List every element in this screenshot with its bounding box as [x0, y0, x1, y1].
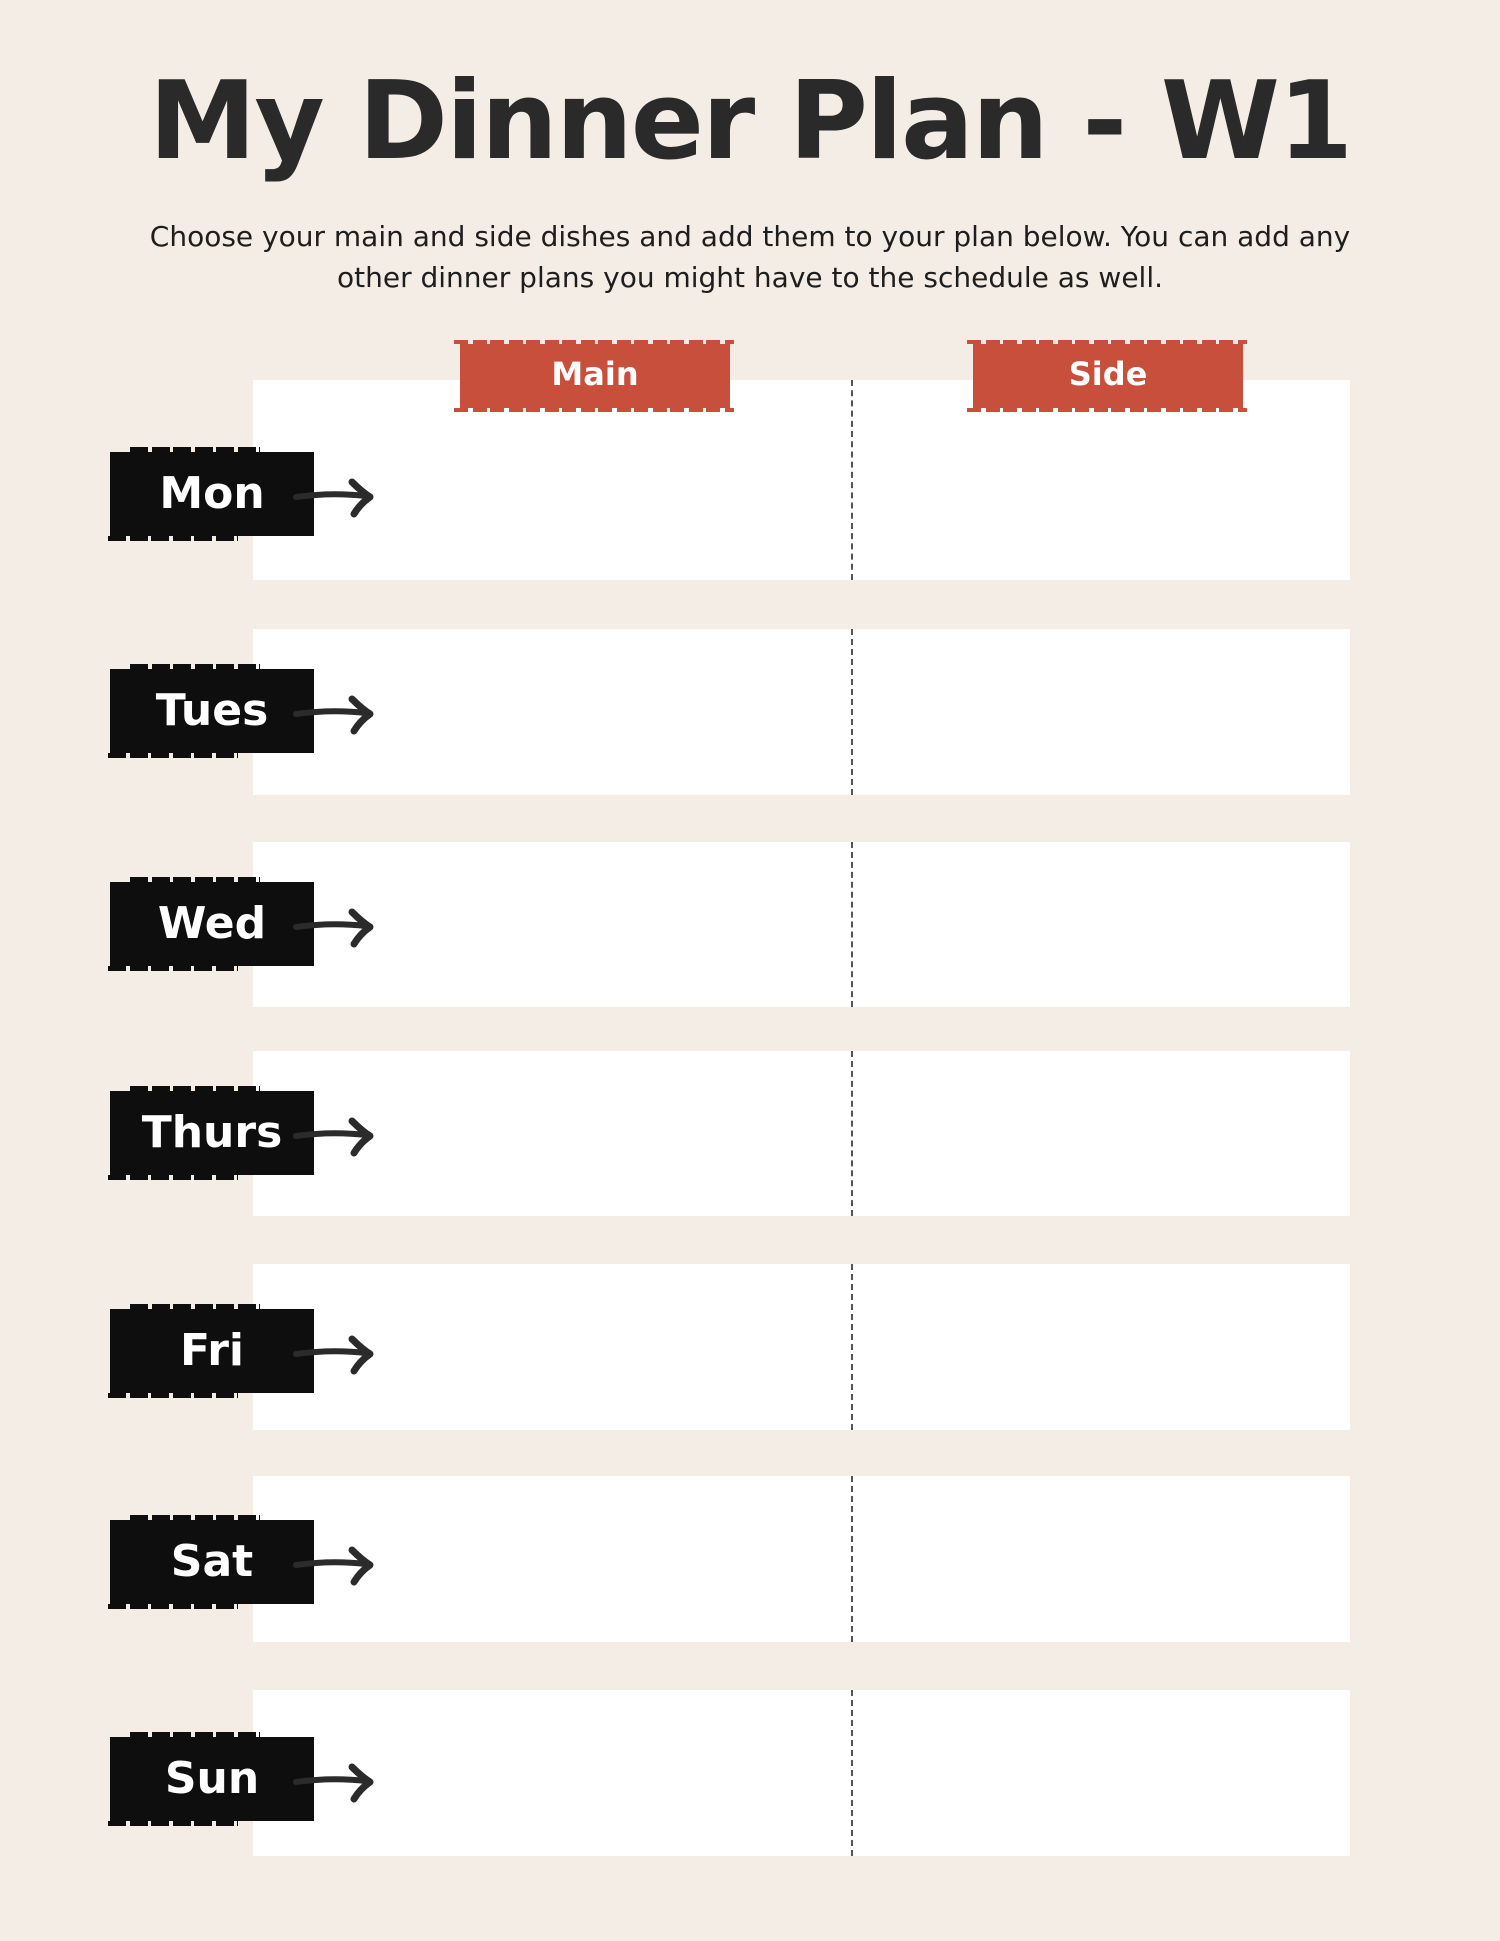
plan-row-thurs [253, 1051, 1350, 1216]
arrow-right-icon [292, 902, 382, 952]
day-label-wed: Wed [110, 882, 314, 966]
plan-row-sun [253, 1690, 1350, 1856]
arrow-right-icon [292, 1329, 382, 1379]
column-divider [851, 1690, 853, 1856]
column-divider [851, 1264, 853, 1430]
page-title: My Dinner Plan - W1 [148, 59, 1352, 184]
column-divider [851, 1051, 853, 1216]
plan-row-fri [253, 1264, 1350, 1430]
column-divider [851, 842, 853, 1007]
day-label-fri: Fri [110, 1309, 314, 1393]
arrow-right-icon [292, 689, 382, 739]
day-label-thurs: Thurs [110, 1091, 314, 1175]
day-label-mon: Mon [110, 452, 314, 536]
day-label-tues: Tues [110, 669, 314, 753]
column-divider [851, 380, 853, 580]
column-header-side: Side [973, 344, 1243, 408]
column-divider [851, 1476, 853, 1642]
arrow-right-icon [292, 472, 382, 522]
arrow-right-icon [292, 1757, 382, 1807]
page-subtitle: Choose your main and side dishes and add them to your plan below. You can add any other dinner plans you might have to the schedule as well. [149, 220, 1351, 294]
day-label-sat: Sat [110, 1520, 314, 1604]
plan-row-tues [253, 629, 1350, 795]
arrow-right-icon [292, 1111, 382, 1161]
plan-row-sat [253, 1476, 1350, 1642]
plan-row-wed [253, 842, 1350, 1007]
arrow-right-icon [292, 1540, 382, 1590]
day-label-sun: Sun [110, 1737, 314, 1821]
column-divider [851, 629, 853, 795]
column-header-main: Main [460, 344, 730, 408]
